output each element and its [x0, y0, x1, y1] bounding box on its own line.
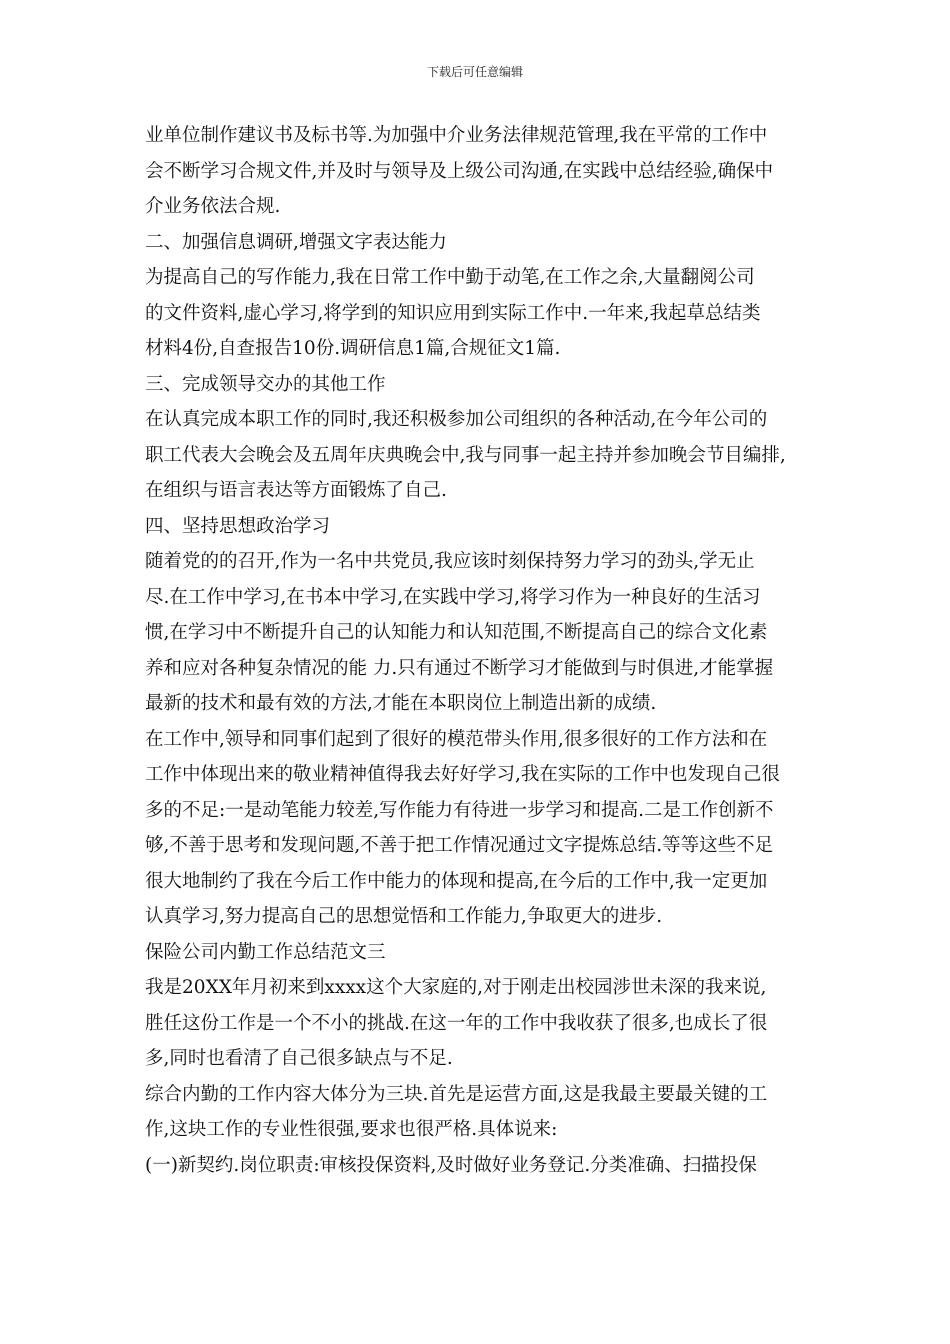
page-header: 下载后可任意编辑 — [426, 65, 523, 79]
text-line: 在工作中,领导和同事们起到了很好的模范带头作用,很多很好的工作方法和在 — [145, 728, 768, 750]
text-line: 介业务依法合规. — [145, 196, 281, 217]
text-line: 职工代表大会晚会及五周年庆典晚会中,我与同事一起主持并参加晚会节目编排, — [145, 444, 786, 466]
section-heading-2: 二、加强信息调研,增强文字表达能力 — [145, 231, 447, 253]
text-line: 尽.在工作中学习,在书本中学习,在实践中学习,将学习作为一种良好的生活习 — [145, 586, 761, 608]
text-line: 在组织与语言表达等方面锻炼了自己. — [145, 480, 447, 501]
text-line: 材料4份,自查报告10份.调研信息1篇,合规征文1篇. — [145, 338, 561, 359]
section-title: 保险公司内勤工作总结范文三 — [145, 941, 386, 963]
text-line: 在认真完成本职工作的同时,我还积极参加公司组织的各种活动,在今年公司的 — [145, 409, 768, 430]
text-line: 养和应对各种复杂情况的能 力.只有通过不断学习才能做到与时俱进,才能掌握 — [145, 657, 774, 679]
text-line: 工作中体现出来的敬业精神值得我去好好学习,我在实际的工作中也发现自己很 — [145, 764, 780, 785]
text-line: 胜任这份工作是一个不小的挑战.在这一年的工作中我收获了很多,也成长了很 — [145, 1012, 768, 1034]
text-line: 业单位制作建议书及标书等.为加强中介业务法律规范管理,我在平常的工作中 — [145, 125, 768, 146]
text-line: 认真学习,努力提高自己的思想觉悟和工作能力,争取更大的进步. — [145, 906, 663, 927]
text-line: 够,不善于思考和发现问题,不善于把工作情况通过文字提炼总结.等等这些不足 — [145, 835, 774, 856]
text-line: 的文件资料,虚心学习,将学到的知识应用到实际工作中.一年来,我起草总结类 — [145, 302, 761, 324]
text-line: 我是20XX年月初来到xxxx这个大家庭的,对于刚走出校园涉世未深的我来说, — [145, 977, 767, 998]
text-line: 会不断学习合规文件,并及时与领导及上级公司沟通,在实践中总结经验,确保中 — [145, 160, 774, 182]
section-heading-4: 四、坚持思想政治学习 — [145, 515, 331, 537]
text-line: 为提高自己的写作能力,我在日常工作中勤于动笔,在工作之余,大量翻阅公司 — [145, 267, 755, 288]
text-line: 最新的技术和最有效的方法,才能在本职岗位上制造出新的成绩. — [145, 693, 657, 714]
section-heading-3: 三、完成领导交办的其他工作 — [145, 373, 386, 395]
text-line: 综合内勤的工作内容大体分为三块.首先是运营方面,这是我最主要最关键的工 — [145, 1083, 768, 1105]
text-line: 很大地制约了我在今后工作中能力的体现和提高,在今后的工作中,我一定更加 — [145, 870, 768, 892]
text-line: 作,这块工作的专业性很强,要求也很严格.具体说来: — [145, 1119, 558, 1140]
text-line: 多的不足:一是动笔能力较差,写作能力有待进一步学习和提高.二是工作创新不 — [145, 799, 774, 821]
text-line: (一)新契约.岗位职责:审核投保资料,及时做好业务登记.分类准确、扫描投保 — [145, 1154, 757, 1176]
document-body — [145, 118, 815, 1183]
text-line: 随着党的的召开,作为一名中共党员,我应该时刻保持努力学习的劲头,学无止 — [145, 551, 755, 572]
text-line: 多,同时也看清了自己很多缺点与不足. — [145, 1048, 453, 1069]
text-line: 惯,在学习中不断提升自己的认知能力和认知范围,不断提高自己的综合文化素 — [145, 622, 768, 643]
